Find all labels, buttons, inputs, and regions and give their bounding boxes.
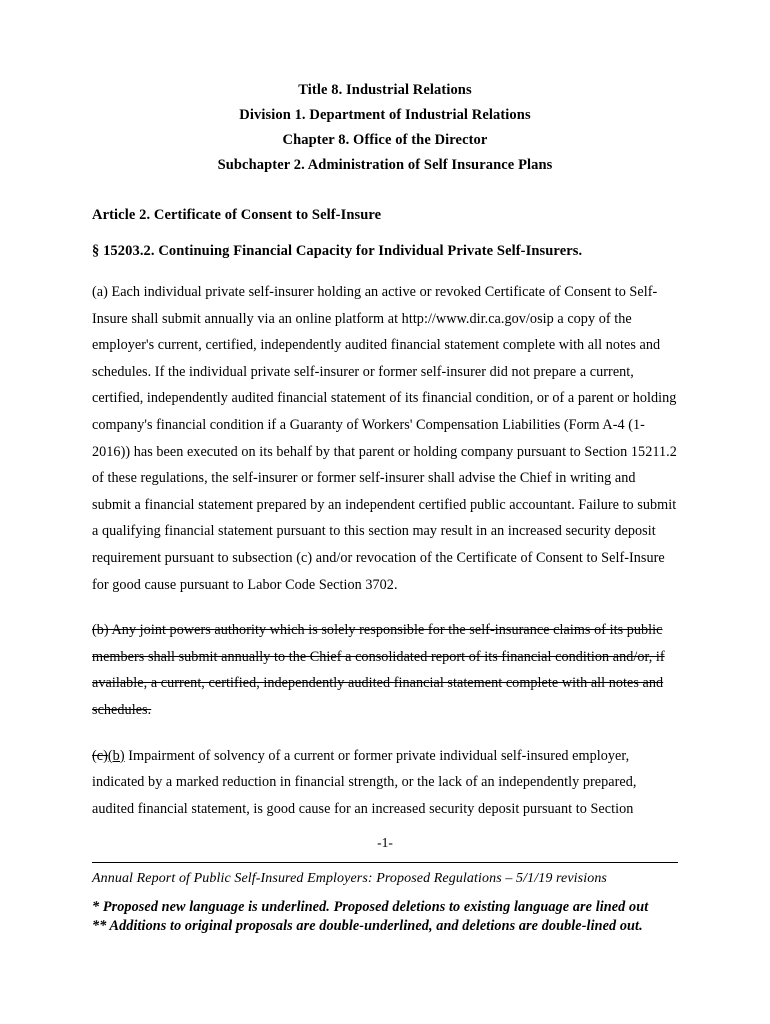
paragraph-c-struck-label: (c) [92,747,108,764]
article-title: Article 2. Certificate of Consent to Self-Insure [92,207,382,223]
page-footer [92,862,678,935]
heading-subchapter-2: Subchapter 2. Administration of Self Insurance Plans [217,157,553,173]
paragraph-a: (a) Each individual private self-insurer holding an active or revoked Certificate of Consent to Self-Insure shall submit annually via an online platform at http://www.dir.ca.gov/osip a copy of the employer's current, certified, independently audited financial statement complete with all notes and schedules. If the individual private self-insurer or former self-insurer did not prepare a current, certified, independently audited financial statement of its financial condition, or of a parent or holding company's financial condition if a Guaranty of Workers' Compensation Liabilities (Form A-4 (1-2016)) has been executed on its behalf by that parent or holding company pursuant to Section 15211.2 of these regulations, the self-insurer or former self-insurer shall advise the Chief in writing and submit a financial statement prepared by an independent certified public accountant. Failure to submit a qualifying financial statement pursuant to this section may result in an increased security deposit requirement pursuant to subsection (c) and/or revocation of the Certificate of Consent to Self-Insure for good cause pursuant to Labor Code Section 3702. [92,284,677,593]
paragraph-c [92,743,678,823]
heading-chapter-8: Chapter 8. Office of the Director [282,132,488,148]
footer-divider [92,862,678,863]
section-title: § 15203.2. Continuing Financial Capacity for Individual Private Self-Insurers. [92,243,583,259]
footer-note-additions: ** Additions to original proposals are double-underlined, and deletions are double-lined out. [92,917,643,934]
heading-division-1: Division 1. Department of Industrial Relations [239,107,531,123]
paragraph-c-text: Impairment of solvency of a current or former private individual self-insured employer, indicated by a marked reduction in financial strength, or the lack of an independently prepared, audited financial statement, is good cause for an increased security deposit pursuant to Section [92,747,637,817]
page-number: -1- [377,835,393,850]
paragraph-c-new-label: (b) [107,747,125,764]
footer-note-new-language: * Proposed new language is underlined. Proposed deletions to existing language are lined out [92,899,649,915]
paragraph-b-deleted: (b) Any joint powers authority which is solely responsible for the self-insurance claims of its public members shall submit annually to the Chief a consolidated report of its financial condition and/or, if available, a current, certified, independently audited financial statement complete with all notes and schedules. [92,622,665,718]
footer-title: Annual Report of Public Self-Insured Employers: Proposed Regulations – 5/1/19 revisions [92,871,607,886]
document-heading-block [92,78,678,178]
heading-title-8: Title 8. Industrial Relations [298,82,472,98]
